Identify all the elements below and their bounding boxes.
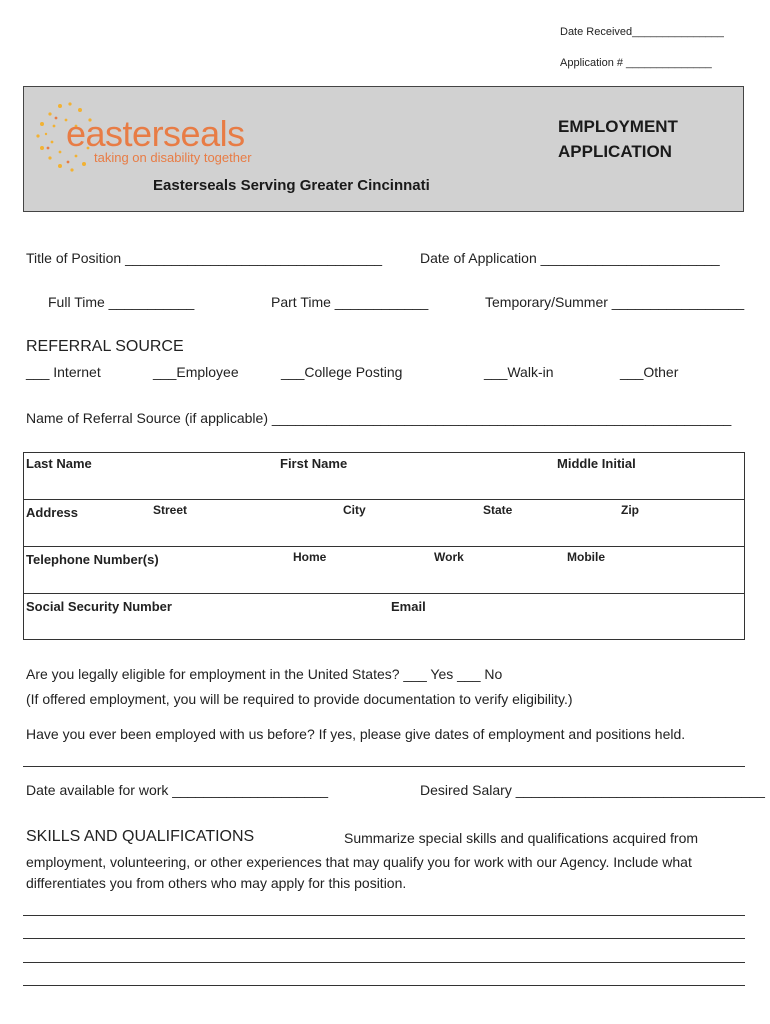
state-label: State (483, 503, 513, 517)
address-label[interactable]: Address (26, 505, 79, 520)
city-label: City (343, 503, 366, 517)
part-time-option[interactable]: Part Time ____________ (271, 294, 429, 310)
home-phone-label: Home (293, 550, 327, 564)
referral-name-field[interactable]: Name of Referral Source (if applicable) ___________________________________________________________ (26, 410, 732, 426)
referral-source-heading: REFERRAL SOURCE (26, 338, 184, 355)
personal-info-table (23, 452, 745, 640)
street-label: Street (153, 503, 188, 517)
middle-initial-label[interactable]: Middle Initial (557, 456, 636, 471)
grid-divider (24, 593, 744, 594)
referral-other-option[interactable]: ___Other (620, 364, 679, 380)
form-title: EMPLOYMENT APPLICATION (558, 117, 678, 161)
logo-wordmark: easterseals (66, 113, 245, 154)
organization-name: Easterseals Serving Greater Cincinnati (153, 177, 430, 194)
application-number-field[interactable]: Application # ______________ (560, 57, 712, 69)
referral-employee-option[interactable]: ___Employee (153, 364, 239, 380)
skills-intro: Summarize special skills and qualifications acquired from (344, 830, 699, 846)
zip-label: Zip (621, 503, 639, 517)
prior-employment-answer-line[interactable] (23, 766, 745, 767)
work-phone-label: Work (434, 550, 464, 564)
full-time-option[interactable]: Full Time ___________ (48, 294, 195, 310)
skills-answer-line[interactable] (23, 915, 745, 916)
desired-salary-field[interactable]: Desired Salary ________________________________ (420, 782, 765, 798)
logo-tagline: taking on disability together (94, 150, 252, 165)
skills-answer-line[interactable] (23, 985, 745, 986)
prior-employment-question: Have you ever been employed with us before? If yes, please give dates of employment and positions held. (26, 726, 686, 742)
referral-college-option[interactable]: ___College Posting (281, 364, 403, 380)
telephone-label[interactable]: Telephone Number(s) (26, 552, 159, 567)
referral-walkin-option[interactable]: ___Walk-in (484, 364, 554, 380)
referral-internet-option[interactable]: ___ Internet (26, 364, 101, 380)
skills-heading: SKILLS AND QUALIFICATIONS (26, 828, 255, 845)
skills-answer-line[interactable] (23, 938, 745, 939)
title-of-position-field[interactable]: Title of Position _________________________________ (26, 250, 383, 266)
first-name-label[interactable]: First Name (280, 456, 348, 471)
mobile-phone-label: Mobile (567, 550, 605, 564)
skills-answer-line[interactable] (23, 962, 745, 963)
grid-divider (24, 499, 744, 500)
ssn-label[interactable]: Social Security Number (26, 599, 172, 614)
date-of-application-field[interactable]: Date of Application _______________________ (420, 250, 720, 266)
eligibility-note: (If offered employment, you will be required to provide documentation to verify eligibility.) (26, 691, 573, 707)
last-name-label[interactable]: Last Name (26, 456, 92, 471)
eligibility-question[interactable]: Are you legally eligible for employment in the United States? ___ Yes ___ No (26, 666, 503, 682)
grid-divider (24, 546, 744, 547)
date-received-field[interactable]: Date Received_______________ (560, 26, 724, 38)
skills-instructions-line: employment, volunteering, or other experiences that may qualify you for work with our Agency. Include what (26, 854, 692, 870)
email-label[interactable]: Email (391, 599, 426, 614)
temporary-summer-option[interactable]: Temporary/Summer _________________ (485, 294, 745, 310)
date-available-field[interactable]: Date available for work ____________________ (26, 782, 329, 798)
skills-instructions-line: differentiates you from others who may apply for this position. (26, 875, 407, 891)
